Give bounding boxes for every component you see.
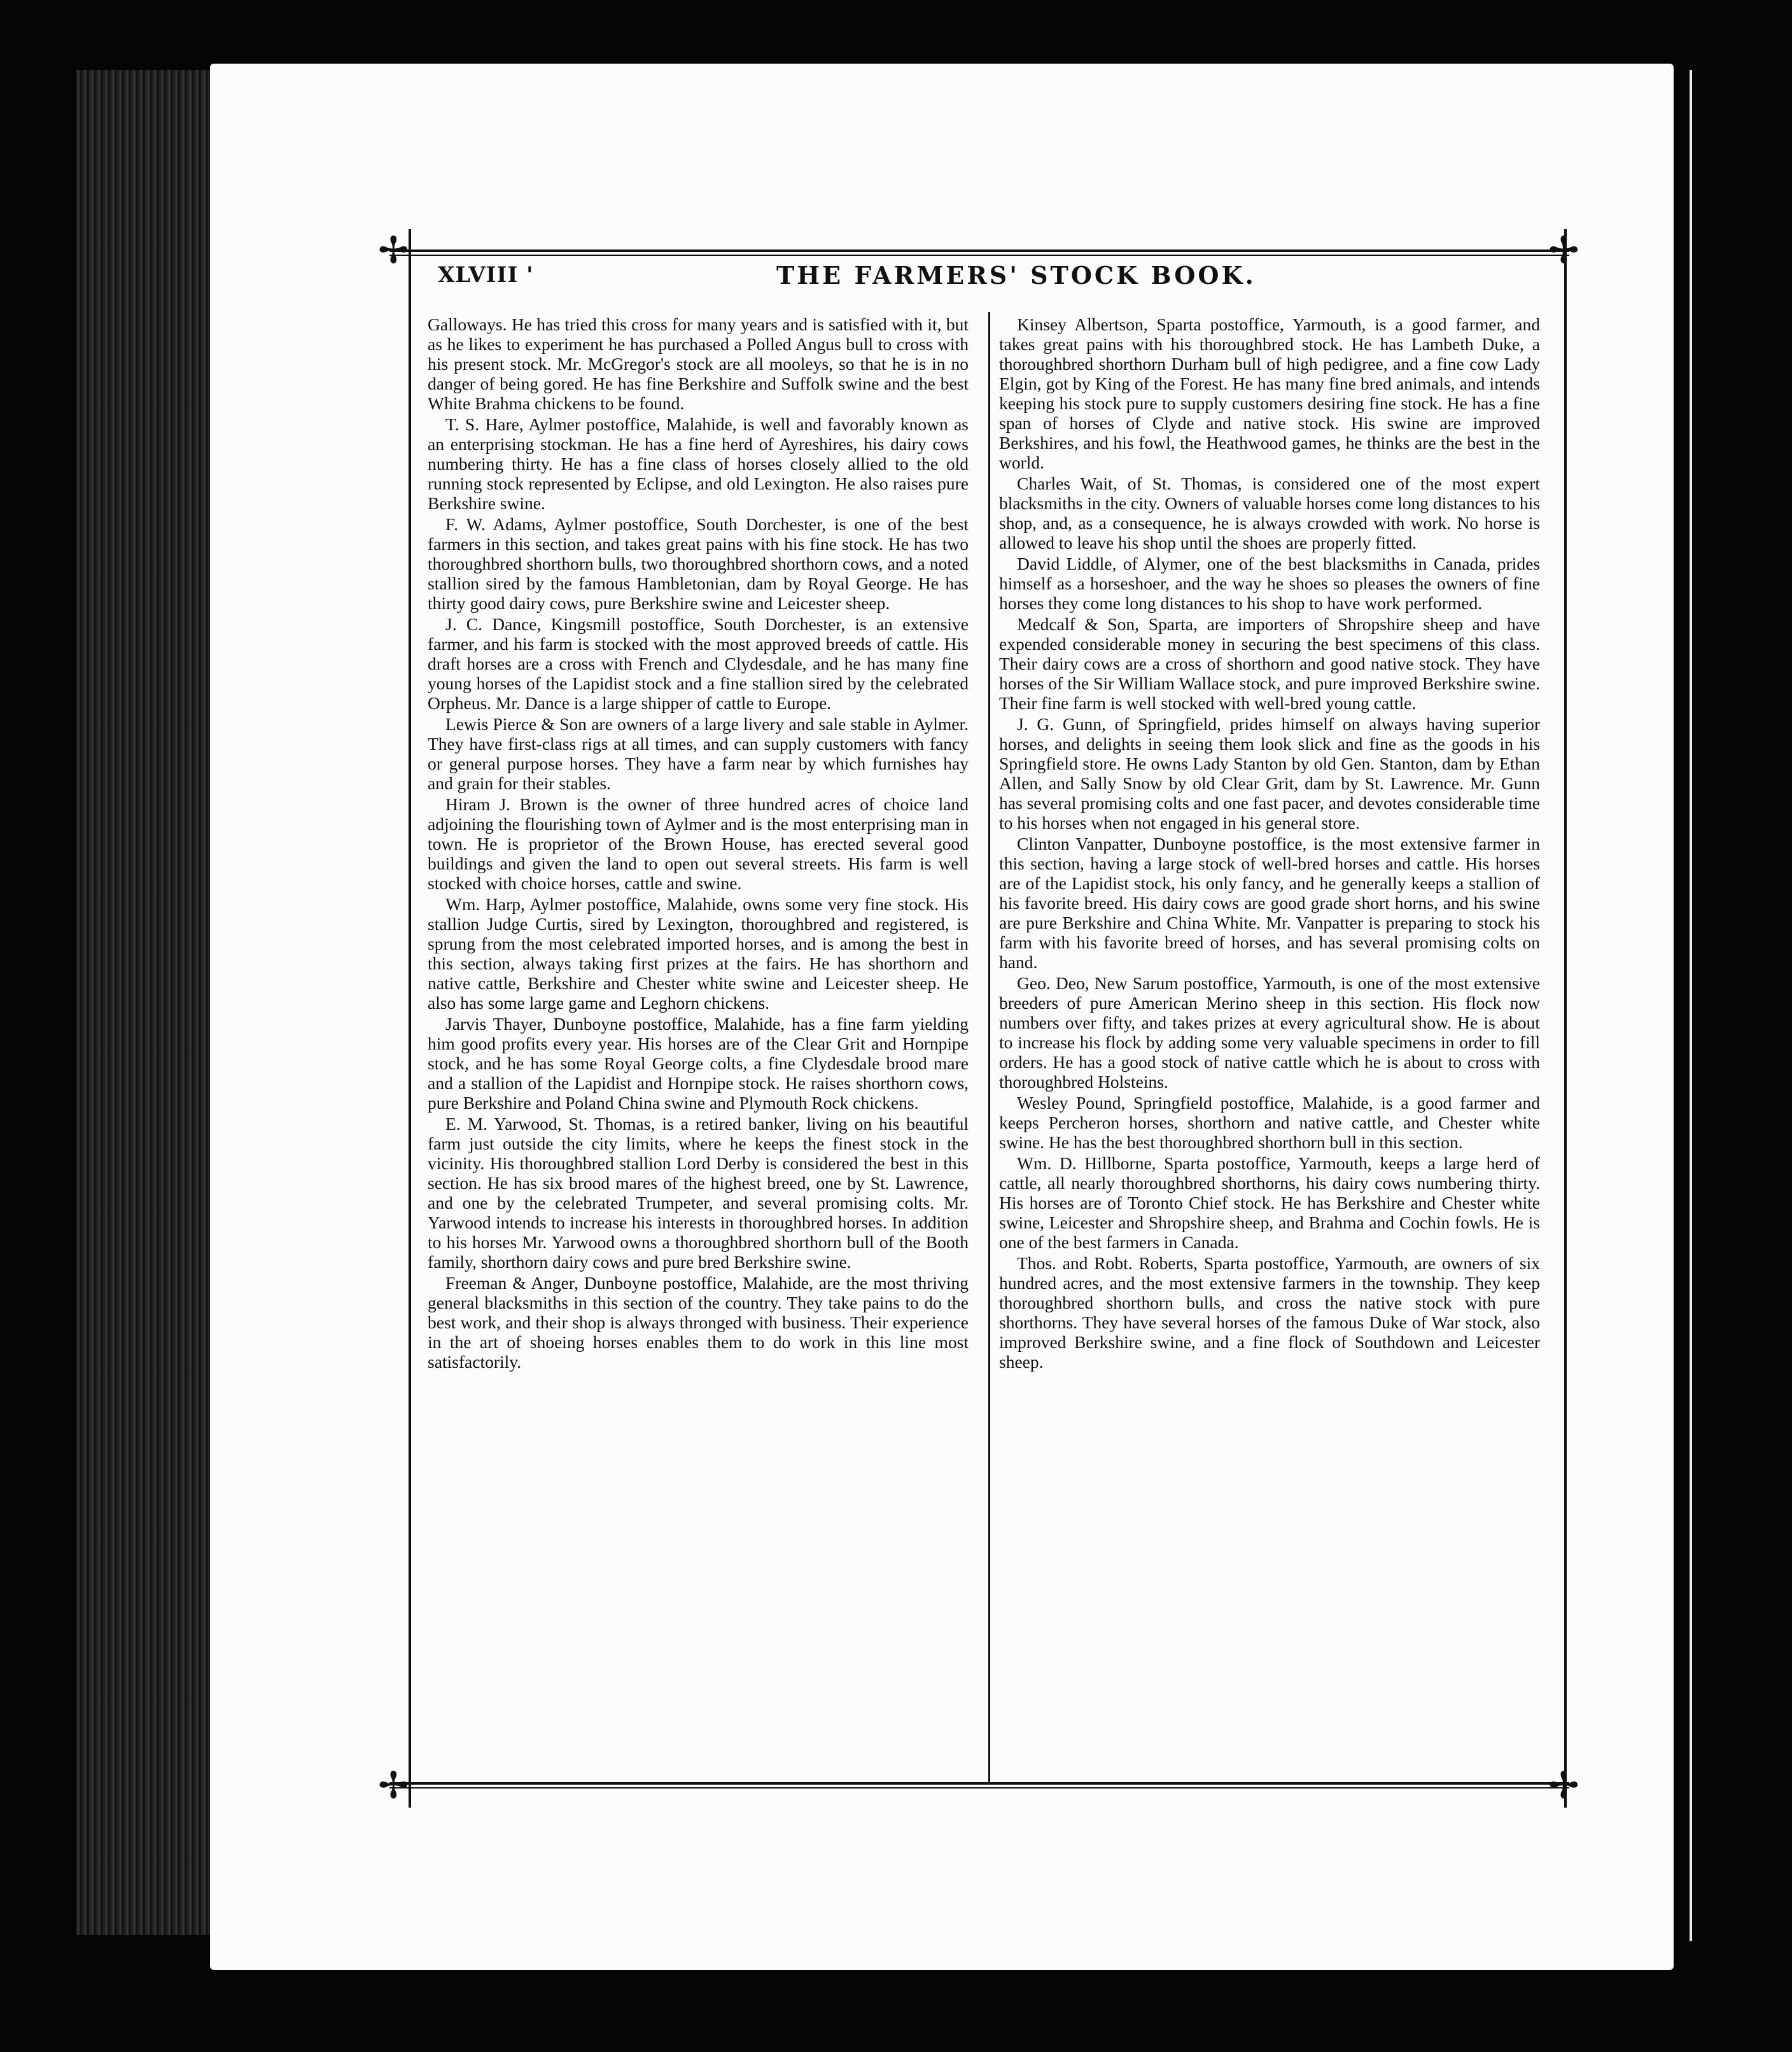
paragraph: Wesley Pound, Springfield postoffice, Malahide, is a good farmer and keeps Percheron horses, shorthorn and native cattle, and Chester white swine. He has the best thoroughbred shorthorn bull in this section. [999, 1093, 1540, 1152]
corner-ornament-bottom-left: ✢ [378, 1764, 409, 1807]
page-number: XLVIII ' [438, 262, 534, 288]
paragraph: Jarvis Thayer, Dunboyne postoffice, Malahide, has a fine farm yielding him good profits every year. His horses are of the Clear Grit and Hornpipe stock, and he has some Royal George colts, a fine Clydesdale brood mare and a stallion of the Lapidist and Hornpipe stock. He raises shorthorn cows, pure Berkshire and Poland China swine and Plymouth Rock chickens. [428, 1014, 969, 1113]
paragraph: Wm. Harp, Aylmer postoffice, Malahide, owns some very fine stock. His stallion Judge Curtis, sired by Lexington, thoroughbred and registered, is sprung from the most celebrated imported horses, and is among the best in this section, always taking first prizes at the fairs. He has shorthorn and native cattle, Berkshire and Chester white swine and Leicester sheep. He also has some large game and Leghorn chickens. [428, 894, 969, 1013]
paragraph: Hiram J. Brown is the owner of three hundred acres of choice land adjoining the flourishing town of Aylmer and is the most enterprising man in town. He is proprietor of the Brown House, has erected several good buildings and given the land to open out several streets. His farm is well stocked with choice horses, cattle and swine. [428, 794, 969, 893]
frame-bottom-rule [389, 1782, 1569, 1785]
paragraph: Galloways. He has tried this cross for many years and is satisfied with it, but as he likes to experiment he has purchased a Polled Angus bull to cross with his present stock. Mr. McGregor's stock are all mooleys, so that he is in no danger of being gored. He has fine Berkshire and Suffolk swine and the best White Brahma chickens to be found. [428, 314, 969, 413]
paragraph: Geo. Deo, New Sarum postoffice, Yarmouth, is one of the most extensive breeders of pure American Merino sheep in this section. His flock now numbers over fifty, and takes prizes at every agricultural show. He is about to increase his flock by adding some very valuable specimens in order to fill orders. He has a good stock of native cattle which he is about to cross with thoroughbred Holsteins. [999, 973, 1540, 1092]
paragraph: Clinton Vanpatter, Dunboyne postoffice, is the most extensive farmer in this section, having a large stock of well-bred horses and cattle. His horses are of the Lapidist stock, his only fancy, and he generally keeps a stallion of his favorite breed. His dairy cows are good grade short horns, and his swine are pure Berkshire and China White. Mr. Vanpatter is preparing to stock his farm with his favorite breed of horses, and has several promising colts on hand. [999, 834, 1540, 972]
left-column [428, 314, 969, 1373]
paragraph: Lewis Pierce & Son are owners of a large livery and sale stable in Aylmer. They have first-class rigs at all times, and can supply customers with fancy or general purpose horses. They have a farm near by which furnishes hay and grain for their stables. [428, 714, 969, 793]
running-title: THE FARMERS' STOCK BOOK. [776, 261, 1256, 290]
paragraph: E. M. Yarwood, St. Thomas, is a retired banker, living on his beautiful farm just outside the city limits, where he keeps the finest stock in the vicinity. His thoroughbred stallion Lord Derby is considered the best in this section. He has six brood mares of the highest breed, one by St. Lawrence, and one by the celebrated Trumpeter, and several promising colts. Mr. Yarwood intends to increase his interests in thoroughbred horses. In addition to his horses Mr. Yarwood owns a thoroughbred shorthorn bull of the Booth family, shorthorn dairy cows and pure bred Berkshire swine. [428, 1114, 969, 1272]
paragraph: Wm. D. Hillborne, Sparta postoffice, Yarmouth, keeps a large herd of cattle, all nearly thoroughbred shorthorns, his dairy cows numbering thirty. His horses are of Toronto Chief stock. He has Berkshire and Chester white swine, Leicester and Shropshire sheep, and Brahma and Cochin fowls. He is one of the best farmers in Canada. [999, 1153, 1540, 1252]
paragraph: F. W. Adams, Aylmer postoffice, South Dorchester, is one of the best farmers in this section, and takes great pains with his fine stock. He has two thoroughbred shorthorn bulls, two thoroughbred shorthorn cows, and a noted stallion sired by the famous Hambletonian, dam by Royal George. He has thirty good dairy cows, pure Berkshire swine and Leicester sheep. [428, 514, 969, 613]
right-column [999, 314, 1540, 1373]
corner-ornament-bottom-right: ✢ [1548, 1764, 1579, 1807]
paragraph: T. S. Hare, Aylmer postoffice, Malahide, is well and favorably known as an enterprising stockman. He has a fine herd of Ayreshires, his dairy cows numbering thirty. He has a fine class of horses closely allied to the old running stock represented by Eclipse, and old Lexington. He also raises pure Berkshire swine. [428, 414, 969, 513]
frame-left-rule [409, 229, 411, 1808]
paragraph: J. C. Dance, Kingsmill postoffice, South Dorchester, is an extensive farmer, and his farm is stocked with the most approved breeds of cattle. His draft horses are a cross with French and Clydesdale, and he has many fine young horses of the Lapidist stock and a fine stallion sired by the celebrated Orpheus. Mr. Dance is a large shipper of cattle to Europe. [428, 614, 969, 713]
frame-right-rule [1564, 229, 1567, 1808]
paragraph: J. G. Gunn, of Springfield, prides himself on always having superior horses, and delights in seeing them look slick and fine as the goods in his Springfield store. He owns Lady Stanton by old Gen. Stanton, dam by Ethan Allen, and Sally Snow by old Clear Grit, dam by St. Lawrence. Mr. Gunn has several promising colts and one fast pacer, and devotes considerable time to his horses when not engaged in his general store. [999, 714, 1540, 833]
frame-top-rule-thin [389, 255, 1569, 256]
paragraph: Charles Wait, of St. Thomas, is considered one of the most expert blacksmiths in the city. Owners of valuable horses come long distances to his shop, and, as a consequence, he is always crowded with work. No horse is allowed to leave his shop until the shoes are properly fitted. [999, 474, 1540, 552]
paragraph: Freeman & Anger, Dunboyne postoffice, Malahide, are the most thriving general blacksmiths in this section of the country. They take pains to do the best work, and their shop is always thronged with business. Their experience in the art of shoeing horses enables them to do work in this line most satisfactorily. [428, 1273, 969, 1372]
corner-ornament-top-right: ✢ [1548, 228, 1579, 272]
paragraph: Medcalf & Son, Sparta, are importers of Shropshire sheep and have expended considerable money in securing the best specimens of this class. Their dairy cows are a cross of shorthorn and good native stock. They have horses of the Sir William Wallace stock, and pure improved Berkshire swine. Their fine farm is well stocked with well-bred young cattle. [999, 614, 1540, 713]
paragraph: Kinsey Albertson, Sparta postoffice, Yarmouth, is a good farmer, and takes great pains with his thoroughbred stock. He has Lambeth Duke, a thoroughbred shorthorn Durham bull of high pedigree, and a fine cow Lady Elgin, got by King of the Forest. He has many fine bred animals, and intends keeping his stock pure to supply customers desiring fine stock. He has a fine span of horses of Clyde and native stock. His swine are improved Berkshires, and his fowl, the Heathwood games, he thinks are the best in the world. [999, 314, 1540, 472]
gutter-line [1690, 70, 1692, 1941]
column-divider [988, 312, 990, 1782]
corner-ornament-top-left: ✢ [378, 228, 409, 272]
paragraph: David Liddle, of Alymer, one of the best blacksmiths in Canada, prides himself as a horseshoer, and the way he shoes so pleases the owners of fine horses they come long distances to his shop to have work performed. [999, 554, 1540, 613]
frame-bottom-rule-thin [389, 1787, 1569, 1788]
frame-top-rule [389, 249, 1569, 252]
paragraph: Thos. and Robt. Roberts, Sparta postoffice, Yarmouth, are owners of six hundred acres, and the most extensive farmers in the township. They keep thoroughbred shorthorn bulls, and cross the native stock with pure shorthorns. They have several horses of the famous Duke of War stock, also improved Berkshire swine, and a fine flock of Southdown and Leicester sheep. [999, 1253, 1540, 1372]
